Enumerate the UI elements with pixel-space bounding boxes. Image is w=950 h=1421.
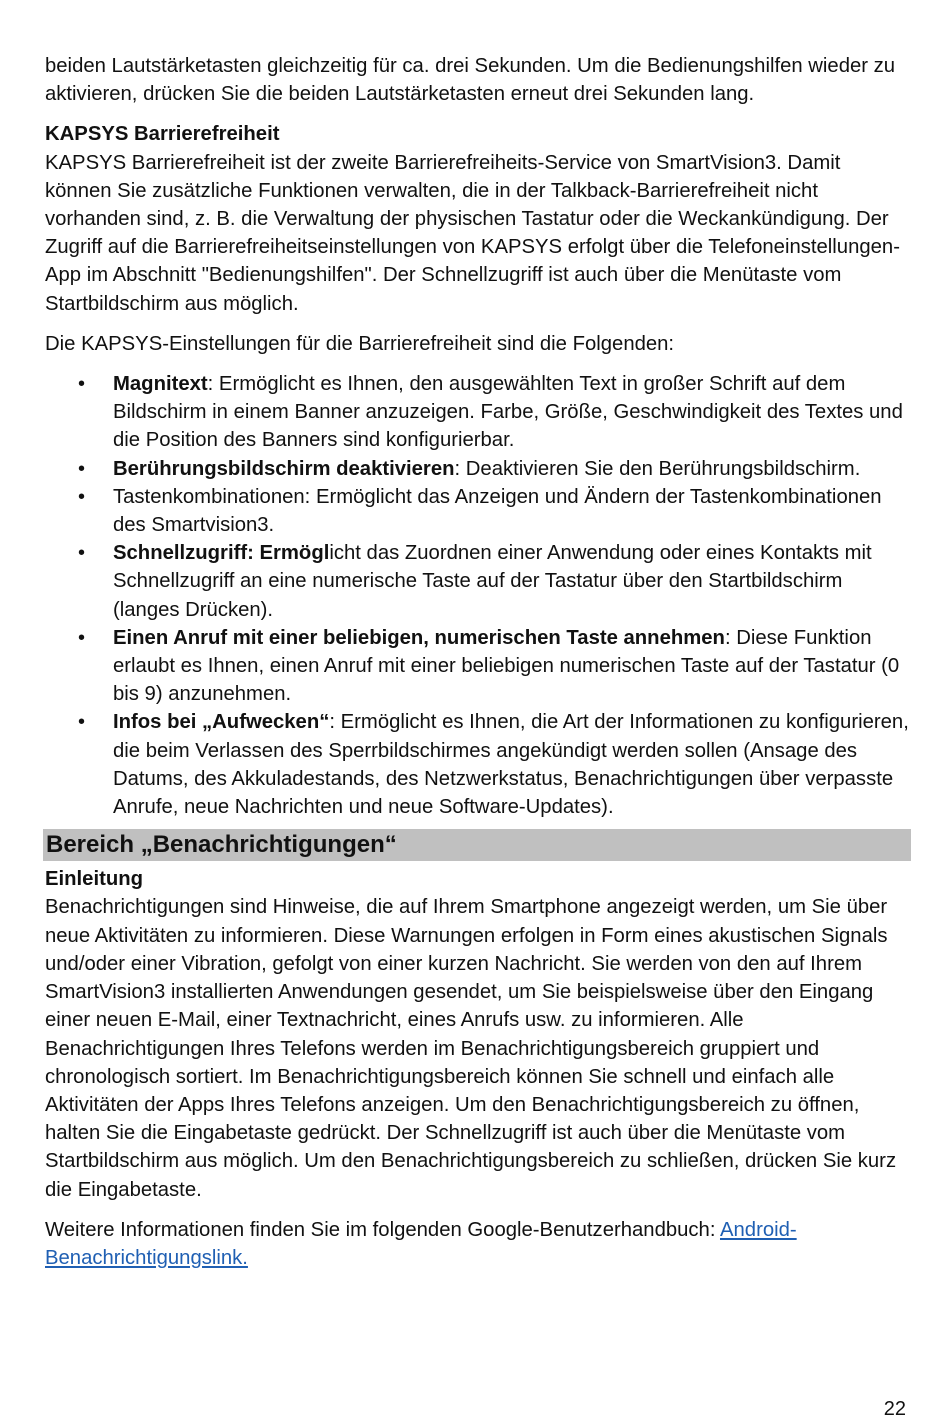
list-item-text: : Deaktivieren Sie den Berührungsbildschirm. (454, 457, 861, 480)
bullet-icon: • (78, 542, 86, 565)
kapsys-paragraph: KAPSYS Barrierefreiheit ist der zweite Barrierefreiheits-Service von SmartVision3. Damit können Sie zusätzliche Funktionen verwalten, die in der Talkback-Barrierefreiheit nicht vorhanden sind, z. B. die Verwaltung der physischen Tastatur oder die Weckankündigung. Der Zugriff auf die Barrierefreiheitseinstellungen von KAPSYS erfolgt über die Telefoneinstellungen-App im Abschnitt "Bedienungshilfen". Der Schnellzugriff ist auch über die Menütaste vom Startbildschirm aus möglich. (45, 151, 900, 315)
bullet-icon: • (78, 626, 86, 649)
section-paragraph: Benachrichtigungen sind Hinweise, die auf Ihrem Smartphone angezeigt werden, um Sie über neue Aktivitäten zu informieren. Diese Warnungen erfolgen in Form eines akustischen Signals und/oder einer Vibration, gefolgt von einer kurzen Nachricht. Sie werden von den auf Ihrem SmartVision3 installierten Anwendungen gesendet, um Sie beispielsweise über den Eingang einer neuen E-Mail, einer Textnachricht, eines Anrufs usw. zu informieren. Alle Benachrichtigungen Ihres Telefons werden im Benachrichtigungsbereich gruppiert und chronologisch sortiert. Im Benachrichtigungsbereich können Sie schnell und einfach alle Aktivitäten der Apps Ihres Telefons anzeigen. Um den Benachrichtigungsbereich zu öffnen, halten Sie die Eingabetaste gedrückt. Der Schnellzugriff ist auch über die Menütaste vom Startbildschirm aus möglich. Um den Benachrichtigungsbereich zu schließen, drücken Sie kurz die Eingabetaste. (45, 896, 897, 1201)
list-item-text: Tastenkombinationen: Ermöglicht das Anzeigen und Ändern der Tastenkombinationen des Smartvision3. (113, 485, 882, 537)
bullet-icon: • (78, 373, 86, 396)
list-item-term: Berührungsbildschirm deaktivieren (113, 457, 455, 480)
list-item-term: Schnellzugriff: Ermögl (113, 542, 330, 565)
list-item (45, 455, 909, 483)
list-item-text: : Ermöglicht es Ihnen, den ausgewählten Text in großer Schrift auf dem Bildschirm in einem Banner anzuzeigen. Farbe, Größe, Geschwindigkeit des Textes und die Position des Banners sind konfigurierbar. (113, 373, 903, 452)
more-info-paragraph (45, 1216, 909, 1272)
kapsys-list-intro: Die KAPSYS-Einstellungen für die Barrierefreiheit sind die Folgenden: (45, 332, 675, 355)
intro-paragraph: beiden Lautstärketasten gleichzeitig für ca. drei Sekunden. Um die Bedienungshilfen wieder zu aktivieren, drücken Sie die beiden Lautstärketasten erneut drei Sekunden lang. (45, 55, 896, 106)
list-item-text: : Ermöglicht es Ihnen, die Art der Informationen zu konfigurieren, die beim Verlassen des Sperrbildschirmes angekündigt werden sollen (Ansage des Datums, des Akkuladestands, des Netzwerkstatus, Benachrichtigungen über verpasste Anrufe, neue Nachrichten und neue Software-Updates). (113, 711, 909, 819)
android-notifications-link[interactable]: Android-Benachrichtigungslink. (45, 1218, 797, 1269)
list-item-term: Einen Anruf mit einer beliebigen, numerischen Taste annehmen (113, 626, 725, 649)
list-item (45, 370, 909, 455)
list-item (45, 539, 909, 624)
kapsys-feature-list (45, 370, 909, 821)
kapsys-heading: KAPSYS Barrierefreiheit (45, 123, 280, 146)
page-number: 22 (883, 1398, 906, 1420)
list-item-text: icht das Zuordnen einer Anwendung oder eines Kontakts mit Schnellzugriff an eine numerische Taste auf der Tastatur über den Startbildschirm (langes Drücken). (113, 542, 872, 621)
list-item (45, 708, 909, 821)
bullet-icon: • (78, 711, 86, 734)
section-subheading: Einleitung (45, 868, 144, 891)
bullet-icon: • (78, 485, 86, 508)
list-item-text: : Diese Funktion erlaubt es Ihnen, einen Anruf mit einer beliebigen numerischen Taste auf der Tastatur (0 bis 9) anzunehmen. (113, 626, 900, 706)
document-page (45, 52, 909, 1272)
list-item (45, 483, 909, 539)
bullet-icon: • (78, 457, 86, 480)
list-item (45, 624, 909, 709)
more-info-text: Weitere Informationen finden Sie im folgenden Google-Benutzerhandbuch: (45, 1218, 720, 1241)
section-heading-bar: Bereich „Benachrichtigungen“ (43, 829, 911, 861)
list-item-term: Infos bei „Aufwecken“ (113, 711, 330, 734)
list-item-term: Magnitext (113, 373, 208, 396)
